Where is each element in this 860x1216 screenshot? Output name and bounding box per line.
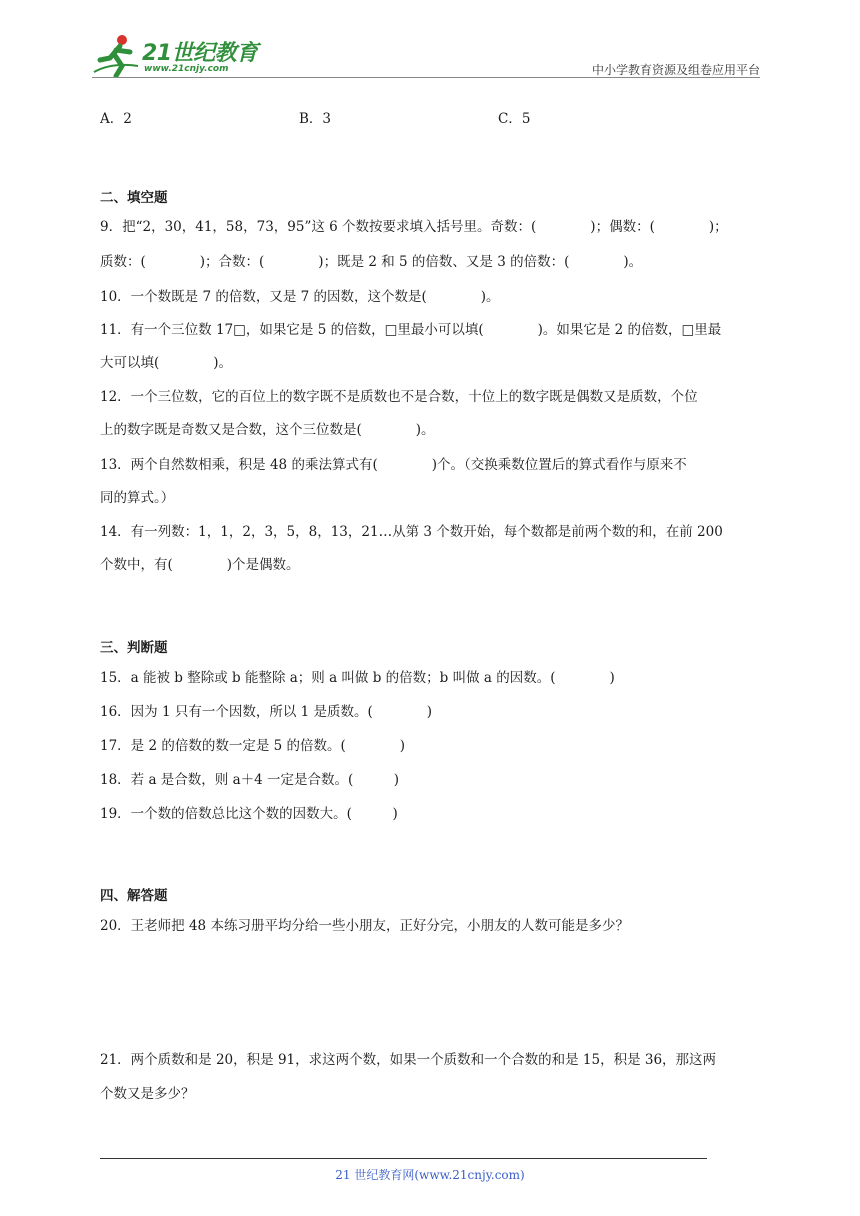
question-18: 18．若 a 是合数，则 a＋4 一定是合数。( ) bbox=[100, 772, 400, 788]
header-platform-name: 中小学教育资源及组卷应用平台 bbox=[591, 63, 760, 77]
question-10: 10．一个数既是 7 的倍数，又是 7 的因数，这个数是( )。 bbox=[100, 289, 500, 305]
question-14-line-2: 个数中，有( )个是偶数。 bbox=[100, 557, 300, 573]
logo-text: 21世纪教育 bbox=[142, 41, 258, 66]
question-19: 19．一个数的倍数总比这个数的因数大。( ) bbox=[100, 806, 398, 822]
footer-link[interactable]: 21 世纪教育网(www.21cnjy.com) bbox=[335, 1168, 525, 1182]
question-9-line-2: 质数：( )；合数：( )；既是 2 和 5 的倍数、又是 3 的倍数：( )。 bbox=[100, 254, 643, 270]
question-14-line-1: 14．有一列数：1，1，2，3，5，8，13，21…从第 3 个数开始，每个数都是前两个数的和，在前 200 bbox=[100, 524, 723, 540]
question-9-line-1: 9．把“2，30，41，58，73，95”这 6 个数按要求填入括号里。奇数：( )；偶数：( )； bbox=[100, 219, 728, 235]
option-a: A．2 bbox=[100, 111, 132, 127]
question-12-line-2: 上的数字既是奇数又是合数，这个三位数是( )。 bbox=[100, 422, 435, 438]
question-21-line-1: 21．两个质数和是 20，积是 91，求这两个数，如果一个质数和一个合数的和是 15，积是 36，那这两 bbox=[100, 1052, 717, 1068]
question-11-line-1: 11．有一个三位数 17□，如果它是 5 的倍数，□里最小可以填( )。如果它是 2 的倍数，□里最 bbox=[100, 322, 722, 338]
header-divider bbox=[92, 77, 760, 78]
question-11-line-2: 大可以填( )。 bbox=[100, 355, 233, 371]
question-20: 20．王老师把 48 本练习册平均分给一些小朋友，正好分完，小朋友的人数可能是多少？ bbox=[100, 918, 629, 934]
question-17: 17．是 2 的倍数的数一定是 5 的倍数。( ) bbox=[100, 738, 406, 754]
question-12-line-1: 12．一个三位数，它的百位上的数字既不是质数也不是合数，十位上的数字既是偶数又是质数，个位 bbox=[100, 389, 698, 405]
question-16: 16．因为 1 只有一个因数，所以 1 是质数。( ) bbox=[100, 704, 433, 720]
question-15: 15．a 能被 b 整除或 b 能整除 a；则 a 叫做 b 的倍数；b 叫做 a 的因数。( ) bbox=[100, 670, 615, 686]
page-header bbox=[92, 30, 760, 80]
question-13-line-1: 13．两个自然数相乘，积是 48 的乘法算式有( )个。（交换乘数位置后的算式看作与原来不 bbox=[100, 457, 687, 473]
question-21-line-2: 个数又是多少？ bbox=[100, 1086, 195, 1102]
section-title-answer: 四、解答题 bbox=[100, 888, 168, 904]
logo-url: www.21cnjy.com bbox=[144, 64, 229, 74]
footer-divider bbox=[100, 1158, 707, 1159]
runner-logo-icon bbox=[92, 32, 142, 78]
question-13-line-2: 同的算式。） bbox=[100, 490, 175, 506]
site-logo[interactable] bbox=[92, 30, 262, 80]
section-title-judge: 三、判断题 bbox=[100, 640, 168, 656]
option-c: C．5 bbox=[498, 111, 531, 127]
section-title-fill: 二、填空题 bbox=[100, 190, 168, 206]
option-b: B．3 bbox=[299, 111, 332, 127]
